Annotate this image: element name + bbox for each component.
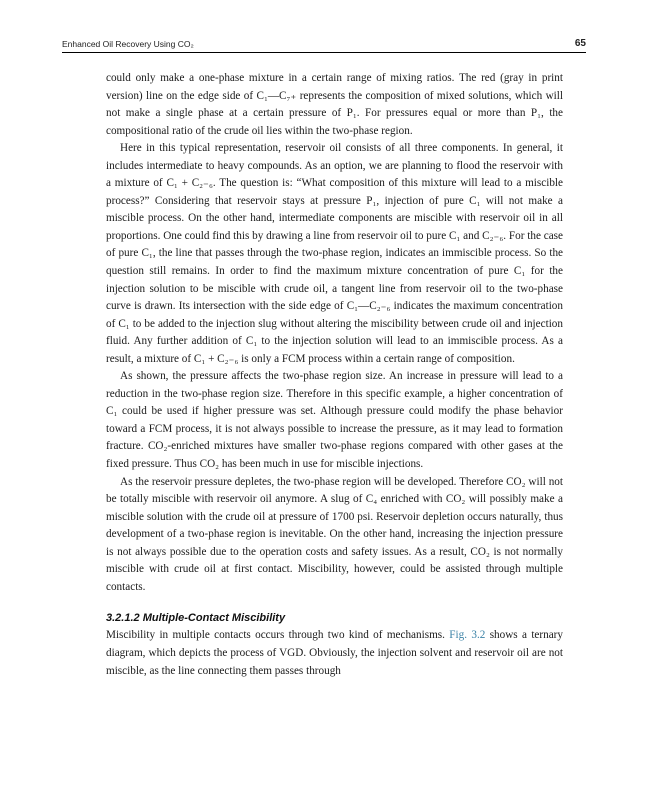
running-title: Enhanced Oil Recovery Using CO₂ bbox=[62, 39, 194, 49]
figure-link[interactable]: Fig. 3.2 bbox=[449, 629, 486, 642]
paragraph: Here in this typical representation, reservoir oil consists of all three components. In general, it includes intermediate to heavy compounds. As an option, we are planning to flood the reservoir with a mixture of C₁ + C₂₋₆. The question is: “What composition of this mixture will lead to a miscible process?” Considering that reservoir stays at pressure P₁, injection of pure C₁ will not make a miscible process. On the other hand, intermediate components are miscible with reservoir oil in all proportions. One could find this by drawing a line from reservoir oil to pure C₁ and C₂₋₆. For the case of pure C₁, the line that passes through the two-phase region, indicates an immiscible process. So the question still remains. In order to find the maximum mixture concentration of pure C₁ for the injection solution to be miscible with crude oil, a tangent line from reservoir oil to the two-phase curve is drawn. Its intersection with the side edge of C₁—C₂₋₆ indicates the maximum concentration of C₁ to be added to the injection slug without altering the miscibility between crude oil and injection fluid. Any further addition of C₁ to the injection solution will lead to an immiscible process. As a result, a mixture of C₁ + C₂₋₆ is only a FCM process within a certain range of composition. bbox=[106, 142, 563, 365]
page-number: 65 bbox=[574, 38, 586, 49]
section-paragraph bbox=[106, 627, 563, 680]
running-header bbox=[62, 38, 586, 53]
section-text-after-link: shows a ternary diagram, which depicts the process of VGD. Obviously, the injection solvent and reservoir oil are not miscible, as the line connecting them passes through bbox=[106, 629, 563, 677]
paragraph: could only make a one-phase mixture in a certain range of mixing ratios. The red (gray in print version) line on the edge side of C₁—C₇₊ represents the composition of mixed solutions, which will not make a single phase at a certain pressure of P₁. For pressures equal or more than P₁, the compositional ratio of the crude oil lies within the two-phase region. bbox=[106, 72, 563, 137]
paragraph: As the reservoir pressure depletes, the two-phase region will be developed. Therefore CO₂ will not be totally miscible with reservoir oil anymore. A slug of C₄ enriched with CO₂ will possibly make a miscible solution with the crude oil at pressure of 1700 psi. Reservoir depletion occurs naturally, thus development of a two-phase region is inevitable. On the other hand, increasing the injection pressure is not always possible due to the operation costs and safety issues. As a result, CO₂ is not normally miscible with crude oil at first contact. Miscibility, however, could be assisted through multiple contacts. bbox=[106, 475, 563, 593]
section-heading: 3.2.1.2 Multiple-Contact Miscibility bbox=[106, 612, 286, 625]
section-text-before-link: Miscibility in multiple contacts occurs through two kind of mechanisms. bbox=[106, 629, 450, 642]
paragraph: As shown, the pressure affects the two-phase region size. An increase in pressure will lead to a reduction in the two-phase region size. Therefore in this specific example, a higher concentration of C₁ could be used if higher pressure was set. Although pressure could modify the phase behavior toward a FCM process, it is not always possible to increase the pressure, as it may lead to formation fracture. CO₂-enriched mixtures have smaller two-phase regions compared with other gases at the fixed pressure. Thus CO₂ has been much in use for miscible injections. bbox=[106, 370, 563, 471]
body-text bbox=[106, 70, 563, 680]
